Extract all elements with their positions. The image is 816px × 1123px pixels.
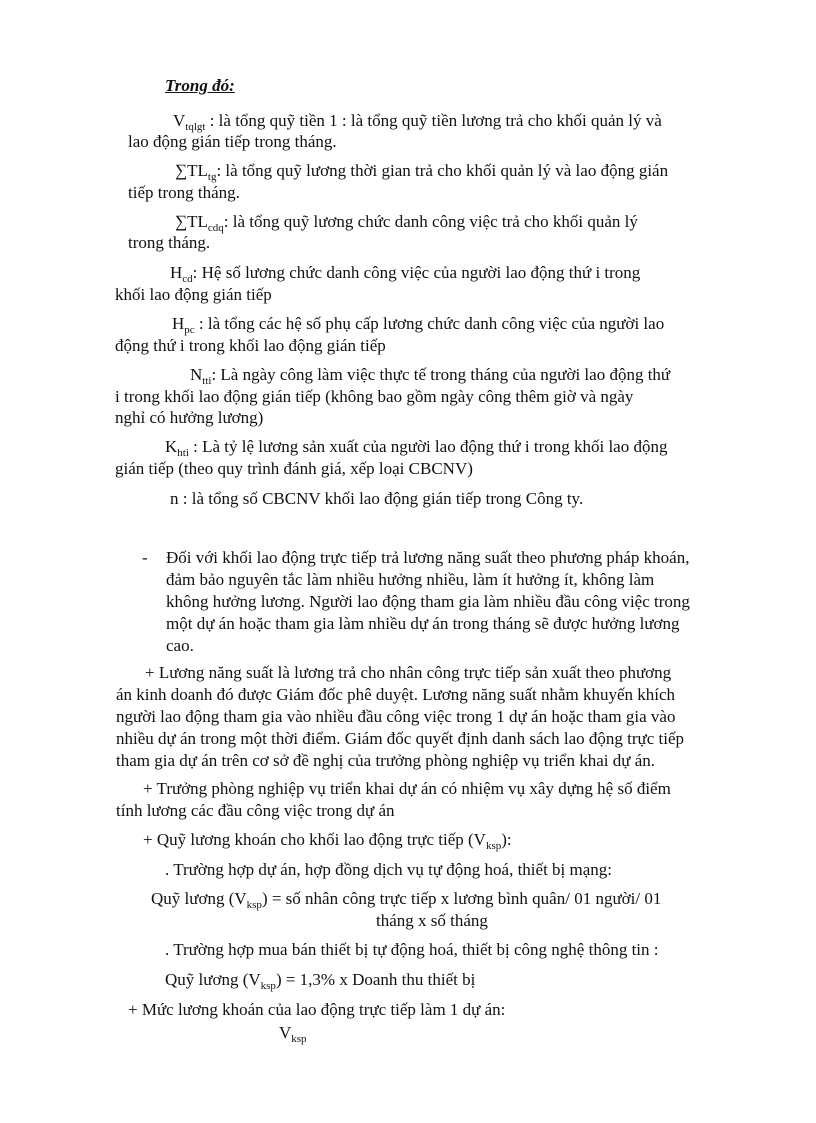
bullet-mark: - [142, 548, 148, 567]
subscript: cdq [207, 222, 224, 234]
formula-1 [151, 889, 661, 909]
muc-luong-line: + Mức lương khoán của lao động trực tiếp làm 1 dự án: [128, 1000, 506, 1019]
symbol: H [172, 314, 185, 333]
case-2: . Trường hợp mua bán thiết bị tự động hoá, thiết bị công nghệ thông tin : [165, 940, 659, 959]
definition-continuation: i trong khối lao động gián tiếp (không bao gồm ngày công thêm giờ và ngày [115, 387, 634, 406]
quy-luong-line [143, 830, 512, 850]
paragraph-line: tính lương các đầu công việc trong dự án [116, 801, 395, 820]
formula-2 [165, 970, 475, 990]
definition-continuation: nghỉ có hưởng lương) [115, 408, 264, 427]
symbol: K [165, 437, 178, 456]
subscript: tqlgt [185, 121, 206, 133]
definition-v-tqlgt [173, 111, 662, 131]
subscript: ksp [485, 840, 502, 852]
symbol: V [173, 111, 186, 130]
paragraph-line: người lao động tham gia vào nhiều đầu công việc trong 1 dự án hoặc tham gia vào [116, 707, 676, 726]
paragraph-line: + Lương năng suất là lương trả cho nhân công trực tiếp sản xuất theo phương [145, 663, 672, 682]
paragraph-line: nhiều dự án trong một thời điểm. Giám đốc quyết định danh sách lao động trực tiếp [116, 729, 684, 748]
subscript: cd [182, 273, 193, 285]
definition-k-hti [165, 437, 667, 457]
definition-continuation: trong tháng. [128, 233, 211, 252]
definition-continuation: động thứ i trong khối lao động gián tiếp [115, 336, 386, 355]
definition-n: n : là tổng số CBCNV khối lao động gián tiếp trong Công ty. [170, 489, 584, 508]
symbol: H [170, 263, 183, 282]
vksp-symbol [279, 1023, 307, 1043]
text: ) = 1,3% x Doanh thu thiết bị [275, 970, 476, 989]
bullet-line: không hưởng lương. Người lao động tham gia làm nhiều đầu công việc trong [166, 592, 690, 611]
bullet-line: cao. [166, 636, 194, 655]
symbol: N [190, 365, 203, 384]
definition-text: : là tổng các hệ số phụ cấp lương chức danh công việc của người lao [194, 314, 665, 333]
subscript: ksp [291, 1033, 307, 1045]
subscript: tti [202, 375, 212, 387]
definition-text: : Hệ số lương chức danh công việc của người lao động thứ i trong [192, 263, 641, 282]
text: + Quỹ lương khoán cho khối lao động trực tiếp (V [143, 830, 486, 849]
symbol: V [279, 1023, 292, 1042]
definition-text: : là tổng quỹ lương chức danh công việc trả cho khối quản lý [223, 212, 638, 231]
definition-text: : là tổng quỹ lương thời gian trả cho khối quản lý và lao động gián [216, 161, 669, 180]
section-heading: Trong đó: [165, 76, 235, 95]
text: ): [501, 830, 512, 849]
definition-text: : Là ngày công làm việc thực tế trong tháng của người lao động thứ [211, 365, 671, 384]
text: Quỹ lương (V [151, 889, 247, 908]
text: Quỹ lương (V [165, 970, 261, 989]
definition-n-tti [190, 365, 670, 385]
bullet-line: một dự án hoặc tham gia làm nhiều dự án trong tháng sẽ được hưởng lương [166, 614, 680, 633]
paragraph-line: + Trưởng phòng nghiệp vụ triển khai dự án có nhiệm vụ xây dựng hệ số điểm [143, 779, 671, 798]
definition-continuation: gián tiếp (theo quy trình đánh giá, xếp loại CBCNV) [115, 459, 473, 478]
bullet-line: đảm bảo nguyên tắc làm nhiều hưởng nhiều, làm ít hưởng ít, không làm [166, 570, 655, 589]
definition-text: : là tổng quỹ tiền 1 : là tổng quỹ tiền lương trả cho khối quản lý và [205, 111, 662, 130]
subscript: tg [207, 171, 217, 183]
paragraph-line: tham gia dự án trên cơ sở đề nghị của trưởng phòng nghiệp vụ triển khai dự án. [116, 751, 655, 770]
case-1: . Trường hợp dự án, hợp đồng dịch vụ tự động hoá, thiết bị mạng: [165, 860, 613, 879]
bullet-line: Đối với khối lao động trực tiếp trả lương năng suất theo phương pháp khoán, [166, 548, 690, 567]
formula-1-continuation: tháng x số tháng [376, 911, 488, 930]
text: ) = số nhân công trực tiếp x lương bình quân/ 01 người/ 01 [261, 889, 662, 908]
definition-text: : Là tỷ lệ lương sản xuất của người lao động thứ i trong khối lao động [188, 437, 668, 456]
subscript: pc [184, 324, 195, 336]
subscript: hti [177, 447, 189, 459]
definition-h-pc [172, 314, 664, 334]
subscript: ksp [260, 980, 276, 992]
definition-tl-tg [175, 161, 668, 181]
symbol: ∑TL [175, 212, 208, 231]
definition-continuation: khối lao động gián tiếp [115, 285, 272, 304]
definition-continuation: tiếp trong tháng. [128, 183, 240, 202]
symbol: ∑TL [175, 161, 208, 180]
subscript: ksp [246, 899, 262, 911]
paragraph-line: án kinh doanh đó được Giám đốc phê duyệt. Lương năng suất nhằm khuyến khích [116, 685, 676, 704]
definition-h-cd [170, 263, 640, 283]
definition-continuation: lao động gián tiếp trong tháng. [128, 132, 337, 151]
definition-tl-cdq [175, 212, 638, 232]
